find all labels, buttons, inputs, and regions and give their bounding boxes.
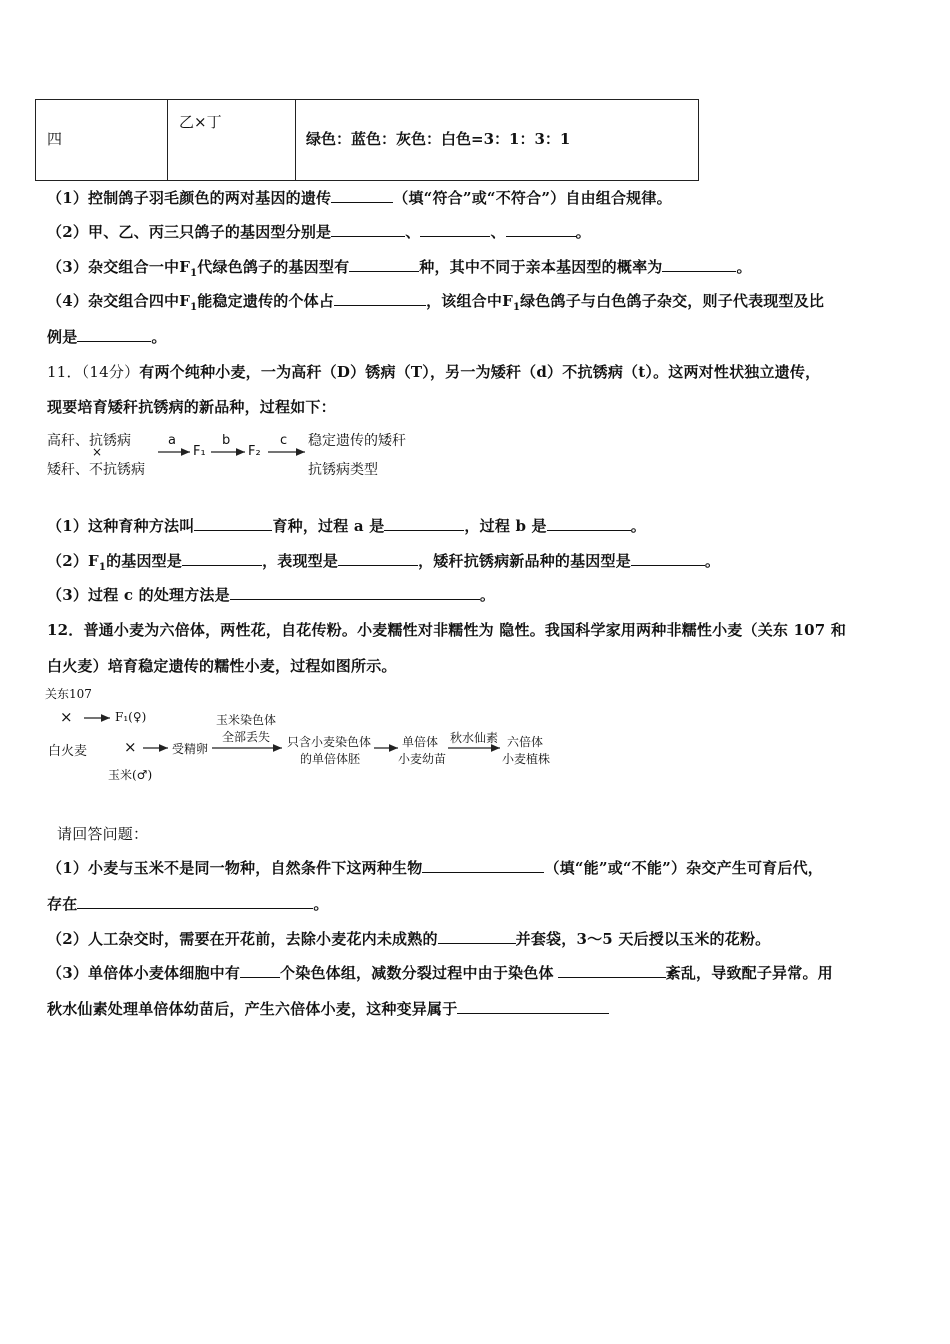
answer-blank[interactable] xyxy=(194,516,272,531)
period: 。 xyxy=(479,586,496,604)
period: 。 xyxy=(313,895,329,913)
cross-symbol: × xyxy=(92,445,103,459)
period: 。 xyxy=(704,552,721,570)
f1-female: F₁(♀) xyxy=(115,710,147,724)
q10-s4b: 能稳定遗传的个体占 xyxy=(197,292,335,310)
q11-intro2: 现要培育矮秆抗锈病的新品种，过程如下： xyxy=(47,398,336,416)
q12-s1a: （1）小麦与玉米不是同一物种，自然条件下这两种生物 xyxy=(47,859,423,877)
q10-s2a: （2）甲、乙、丙三只鸽子的基因型分别是 xyxy=(47,223,332,241)
hexaploid-line2: 小麦植株 xyxy=(502,752,551,766)
answer-blank[interactable] xyxy=(438,929,516,944)
q10-s3b: 代绿色鸽子的基因型有 xyxy=(197,258,350,276)
answer-blank[interactable] xyxy=(384,516,464,531)
q10-s1b: （填“符合”或“不符合”）自由组合规律。 xyxy=(393,189,672,207)
q10-s4a: （4）杂交组合四中F xyxy=(47,292,191,310)
answer-blank[interactable] xyxy=(240,963,280,978)
parent-guandong: 关东107 xyxy=(45,687,92,701)
q10-s4d: 绿色鸽子与白色鸽子杂交，则子代表现型及比 xyxy=(520,292,825,310)
subscript: 1 xyxy=(512,302,521,313)
q12-sub2 xyxy=(47,928,770,949)
q11-s3a: （3）过程 c 的处理方法是 xyxy=(47,586,230,604)
q12-intro2: 白火麦）培育稳定遗传的糯性小麦，过程如图所示。 xyxy=(47,657,397,675)
q11-intro-line1: 有两个纯种小麦，一为高秆（D）锈病（T），另一为矮秆（d）不抗锈病（t）。这两对性状独立遗传， xyxy=(139,363,821,381)
answer-blank[interactable] xyxy=(558,963,666,978)
answer-blank[interactable] xyxy=(338,551,418,566)
q10-s4c: ，该组合中F xyxy=(426,292,513,310)
separator: 、 xyxy=(405,223,421,241)
q11-s2a: （2）F xyxy=(47,552,99,570)
subscript: 1 xyxy=(190,268,198,279)
q10-s1a: （1）控制鸽子羽毛颜色的两对基因的遗传 xyxy=(47,189,332,207)
q11-s2b: 的基因型是 xyxy=(106,552,183,570)
period: 。 xyxy=(151,328,167,346)
answer-blank[interactable] xyxy=(422,858,544,873)
answer-blank[interactable] xyxy=(230,585,480,600)
step-a-label: a xyxy=(168,433,176,448)
f1-label: F₁ xyxy=(193,444,206,459)
step-label-1b: 全部丢失 xyxy=(222,730,271,744)
seedling-line1: 单倍体 xyxy=(402,735,439,749)
q12-sub1 xyxy=(47,857,823,878)
answer-blank[interactable] xyxy=(547,516,631,531)
q10-s4e: 例是 xyxy=(47,328,78,346)
q11-s2d: ，矮秆抗锈病新品种的基因型是 xyxy=(418,552,631,570)
q10-s3a: （3）杂交组合一中F xyxy=(47,258,191,276)
q11-s1a: （1）这种育种方法叫 xyxy=(47,517,195,535)
q11-sub1 xyxy=(47,515,646,536)
q11-s1b: 育种，过程 a 是 xyxy=(272,517,385,535)
q11-sub2 xyxy=(47,550,720,573)
parent-2: 矮秆、不抗锈病 xyxy=(47,462,145,478)
parent-baihuo: 白火麦 xyxy=(48,744,88,759)
q12-s3b: 个染色体组，减数分裂过程中由于染色体 xyxy=(280,964,554,982)
q12-s1b: （填“能”或“不能”）杂交产生可育后代， xyxy=(544,859,823,877)
answer-blank[interactable] xyxy=(457,999,609,1014)
corn-male: 玉米(♂) xyxy=(108,768,153,782)
step-b-label: b xyxy=(222,433,231,448)
q12-s1c: 存在 xyxy=(47,895,78,913)
cross-symbol-1: × xyxy=(60,708,73,726)
q12-s2b: 并套袋，3～5 天后授以玉米的花粉。 xyxy=(515,930,771,948)
please-answer: 请回答问题： xyxy=(57,825,149,843)
q12-intro1: 12．普通小麦为六倍体，两性花，自花传粉。小麦糯性对非糯性为 隐性。我国科学家用两种非糯性小麦（关东 107 和 xyxy=(47,621,847,639)
fertilized-egg: 受精卵 xyxy=(172,742,209,756)
answer-blank[interactable] xyxy=(77,894,313,909)
q12-s3d: 秋水仙素处理单倍体幼苗后，产生六倍体小麦，这种变异属于 xyxy=(47,1000,458,1018)
subscript: 1 xyxy=(98,562,107,573)
embryo-line2: 的单倍体胚 xyxy=(300,752,361,766)
q12-s2a: （2）人工杂交时，需要在开花前，去除小麦花内未成熟的 xyxy=(47,930,438,948)
period: 。 xyxy=(575,223,591,241)
cross-label: 乙×丁 xyxy=(179,113,222,131)
subscript: 1 xyxy=(190,302,198,313)
step-label-1a: 玉米染色体 xyxy=(216,713,277,727)
q10-s3c: 种，其中不同于亲本基因型的概率为 xyxy=(419,258,663,276)
period: 。 xyxy=(630,517,646,535)
separator: 、 xyxy=(490,223,506,241)
embryo-line1: 只含小麦染色体 xyxy=(287,735,372,749)
result-line2: 抗锈病类型 xyxy=(308,462,378,478)
q12-sub3-cont xyxy=(47,998,609,1019)
colchicine-label: 秋水仙素 xyxy=(450,731,499,745)
result-ratio: 绿色：蓝色：灰色：白色=3：1：3：1 xyxy=(306,130,571,148)
seedling-line2: 小麦幼苗 xyxy=(398,752,447,766)
row-label: 四 xyxy=(47,130,63,148)
q12-s3a: （3）单倍体小麦体细胞中有 xyxy=(47,964,241,982)
q12-sub3 xyxy=(47,962,833,983)
q12-sub1-cont xyxy=(47,893,329,914)
answer-blank[interactable] xyxy=(182,551,262,566)
question-number: 11．（14分） xyxy=(47,363,140,381)
f2-label: F₂ xyxy=(248,444,261,459)
q11-s1c: ，过程 b 是 xyxy=(464,517,547,535)
q12-s3c: 紊乱，导致配子异常。用 xyxy=(665,964,833,982)
step-c-label: c xyxy=(280,433,288,448)
period: 。 xyxy=(736,258,752,276)
q11-sub3 xyxy=(47,584,495,605)
result-line1: 稳定遗传的矮秆 xyxy=(308,433,406,449)
cross-symbol-2: × xyxy=(124,738,137,756)
answer-blank[interactable] xyxy=(631,551,705,566)
hexaploid-line1: 六倍体 xyxy=(507,735,544,749)
parent-1: 高秆、抗锈病 xyxy=(47,433,131,449)
q11-s2c: ，表现型是 xyxy=(262,552,339,570)
